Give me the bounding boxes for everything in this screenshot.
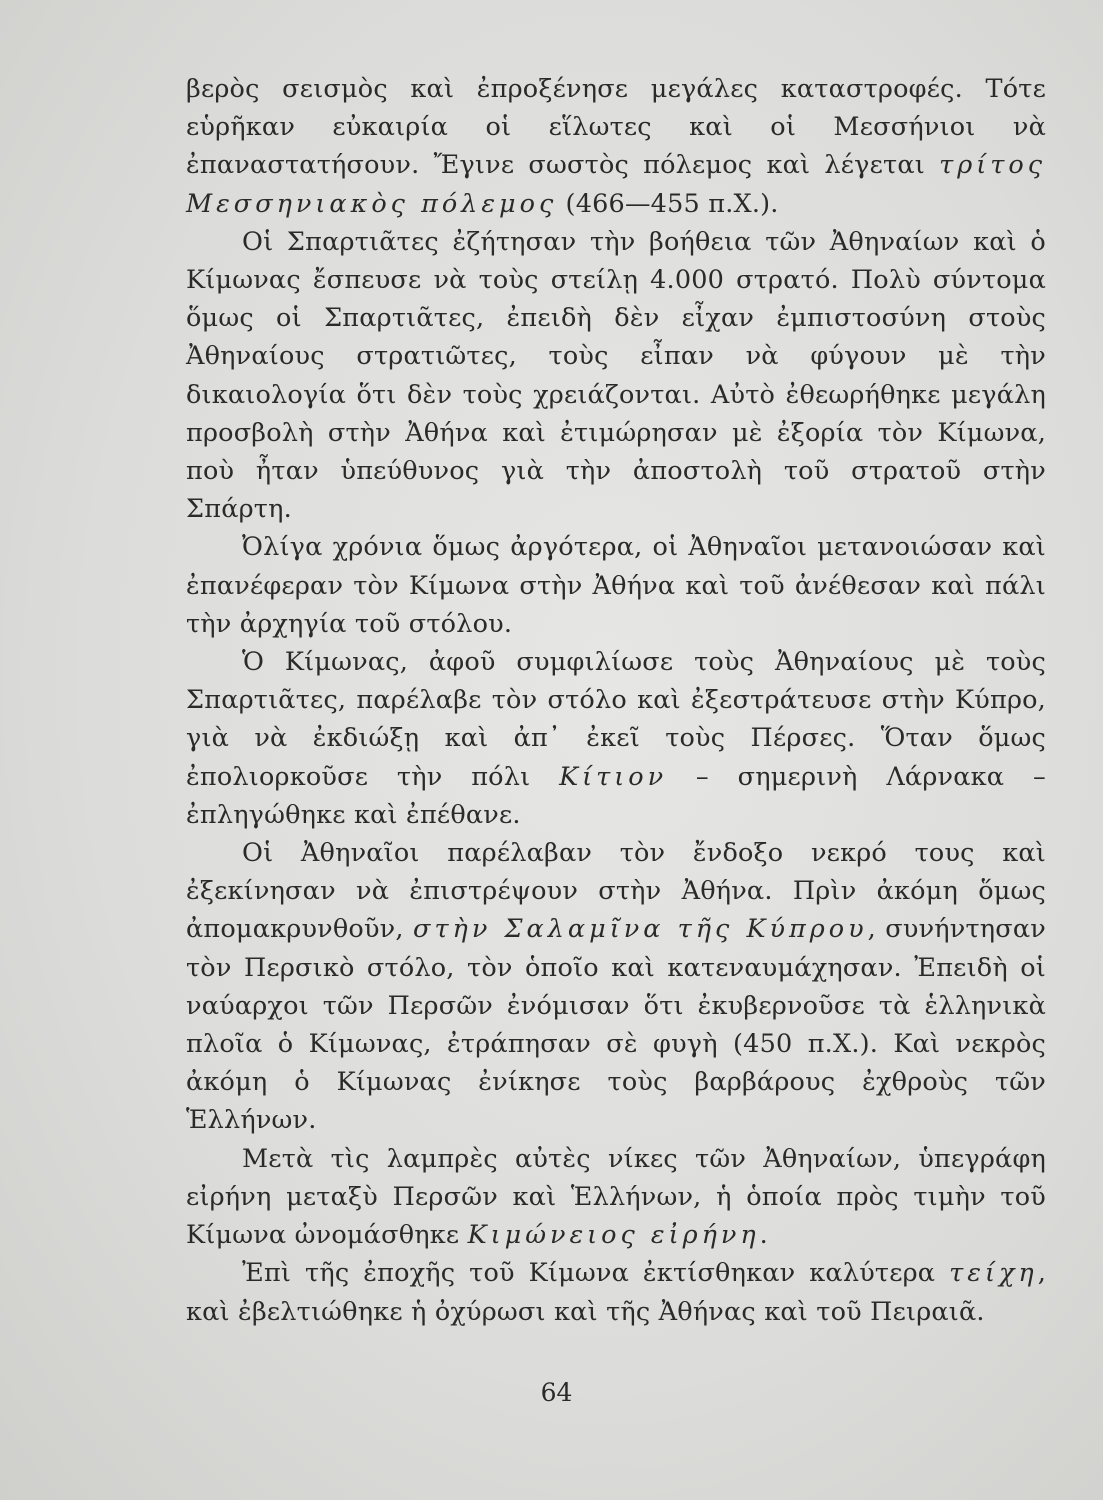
body-text bbox=[186, 70, 1046, 1331]
text-segment: , συνήντησαν τὸν Περσικὸ στόλο, τὸν ὁποῖο καὶ κατεναυμάχησαν. Ἐπειδὴ οἱ ναύαρχοι τῶν Περσῶν ἐνόμισαν ὅτι ἐκυβερνοῦσε τὰ ἑλληνικὰ πλοῖα ὁ Κίμωνας, ἐτράπησαν σὲ φυγὴ (450 π.Χ.). Καὶ νεκρὸς ἀκόμη ὁ Κίμωνας ἐνίκησε τοὺς βαρβάρους ἐχθροὺς τῶν Ἑλλήνων. bbox=[186, 914, 1046, 1136]
text-segment: , καὶ ἐβελτιώθηκε ἡ ὀχύρωσι καὶ τῆς Ἀθήνας καὶ τοῦ Πειραιᾶ. bbox=[186, 1258, 1046, 1327]
paragraph-7 bbox=[186, 1254, 1046, 1330]
emphasized-term: τείχη bbox=[949, 1258, 1038, 1289]
text-segment: (466—455 π.Χ.). bbox=[557, 188, 779, 219]
text-segment: Μετὰ τὶς λαμπρὲς αὐτὲς νίκες τῶν Ἀθηναίων, ὑπεγράφη εἰρήνη μεταξὺ Περσῶν καὶ Ἑλλήνων, ἡ ὁποία πρὸς τιμὴν τοῦ Κίμωνα ὠνομάσθηκε bbox=[186, 1143, 1046, 1251]
text-segment: . bbox=[759, 1220, 768, 1251]
text-segment: βερὸς σεισμὸς καὶ ἐπροξένησε μεγάλες καταστροφές. Τότε εὑρῆκαν εὐκαιρία οἱ εἵλωτες καὶ οἱ Μεσσήνιοι νὰ ἐπαναστατήσουν. Ἔγινε σωστὸς πόλεμος καὶ λέγεται bbox=[186, 74, 1046, 181]
emphasized-term: τρίτος Μεσσηνιακὸς πόλεμος bbox=[186, 150, 1046, 219]
emphasized-term: Κιμώνειος εἰρήνη bbox=[467, 1220, 760, 1251]
paragraph-3 bbox=[186, 528, 1046, 643]
text-segment: Ἐπὶ τῆς ἐποχῆς τοῦ Κίμωνα ἐκτίσθηκαν καλύτερα bbox=[242, 1258, 950, 1289]
paragraph-2 bbox=[186, 223, 1046, 529]
paragraph-6 bbox=[186, 1140, 1046, 1255]
emphasized-term: στὴν Σαλαμῖνα τῆς Κύπρου bbox=[413, 914, 868, 945]
paragraph-1 bbox=[186, 70, 1046, 223]
page-number: 64 bbox=[540, 1378, 573, 1407]
emphasized-term: Κίτιον bbox=[559, 761, 668, 792]
text-segment: Ὁ Κίμωνας, ἀφοῦ συμφιλίωσε τοὺς Ἀθηναίους μὲ τοὺς Σπαρτιᾶτες, παρέλαβε τὸν στόλο καὶ ἐξεστράτευσε στὴν Κύπρο, γιὰ νὰ ἐκδιώξῃ καὶ ἀπ᾿ ἐκεῖ τοὺς Πέρσες. Ὅταν ὅμως ἐπολιορκοῦσε τὴν πόλι bbox=[186, 647, 1046, 792]
paragraph-5 bbox=[186, 834, 1046, 1140]
text-segment: Ὀλίγα χρόνια ὅμως ἀργότερα, οἱ Ἀθηναῖοι μετανοιώσαν καὶ ἐπανέφεραν τὸν Κίμωνα στὴν Ἀθήνα καὶ τοῦ ἀνέθεσαν καὶ πάλι τὴν ἀρχηγία τοῦ στόλου. bbox=[186, 532, 1046, 639]
paragraph-4 bbox=[186, 643, 1046, 834]
text-segment: – σημερινὴ Λάρνακα – ἐπληγώθηκε καὶ ἐπέθανε. bbox=[186, 761, 1046, 830]
text-segment: Οἱ Ἀθηναῖοι παρέλαβαν τὸν ἔνδοξο νεκρό τους καὶ ἐξεκίνησαν νὰ ἐπιστρέψουν στὴν Ἀθήνα. Πρὶν ἀκόμη ὅμως ἀπομακρυνθοῦν, bbox=[186, 838, 1046, 945]
text-segment: Οἱ Σπαρτιᾶτες ἐζήτησαν τὴν βοήθεια τῶν Ἀθηναίων καὶ ὁ Κίμωνας ἔσπευσε νὰ τοὺς στείλῃ 4.000 στρατό. Πολὺ σύντομα ὅμως οἱ Σπαρτιᾶτες, ἐπειδὴ δὲν εἶχαν ἐμπιστοσύνη στοὺς Ἀθηναίους στρατιῶτες, τοὺς εἶπαν νὰ φύγουν μὲ τὴν δικαιολογία ὅτι δὲν τοὺς χρειάζονται. Αὐτὸ ἐθεωρήθηκε μεγάλη προσβολὴ στὴν Ἀθήνα καὶ ἐτιμώρησαν μὲ ἐξορία τὸν Κίμωνα, ποὺ ἦταν ὑπεύθυνος γιὰ τὴν ἀποστολὴ τοῦ στρατοῦ στὴν Σπάρτη. bbox=[186, 226, 1046, 525]
